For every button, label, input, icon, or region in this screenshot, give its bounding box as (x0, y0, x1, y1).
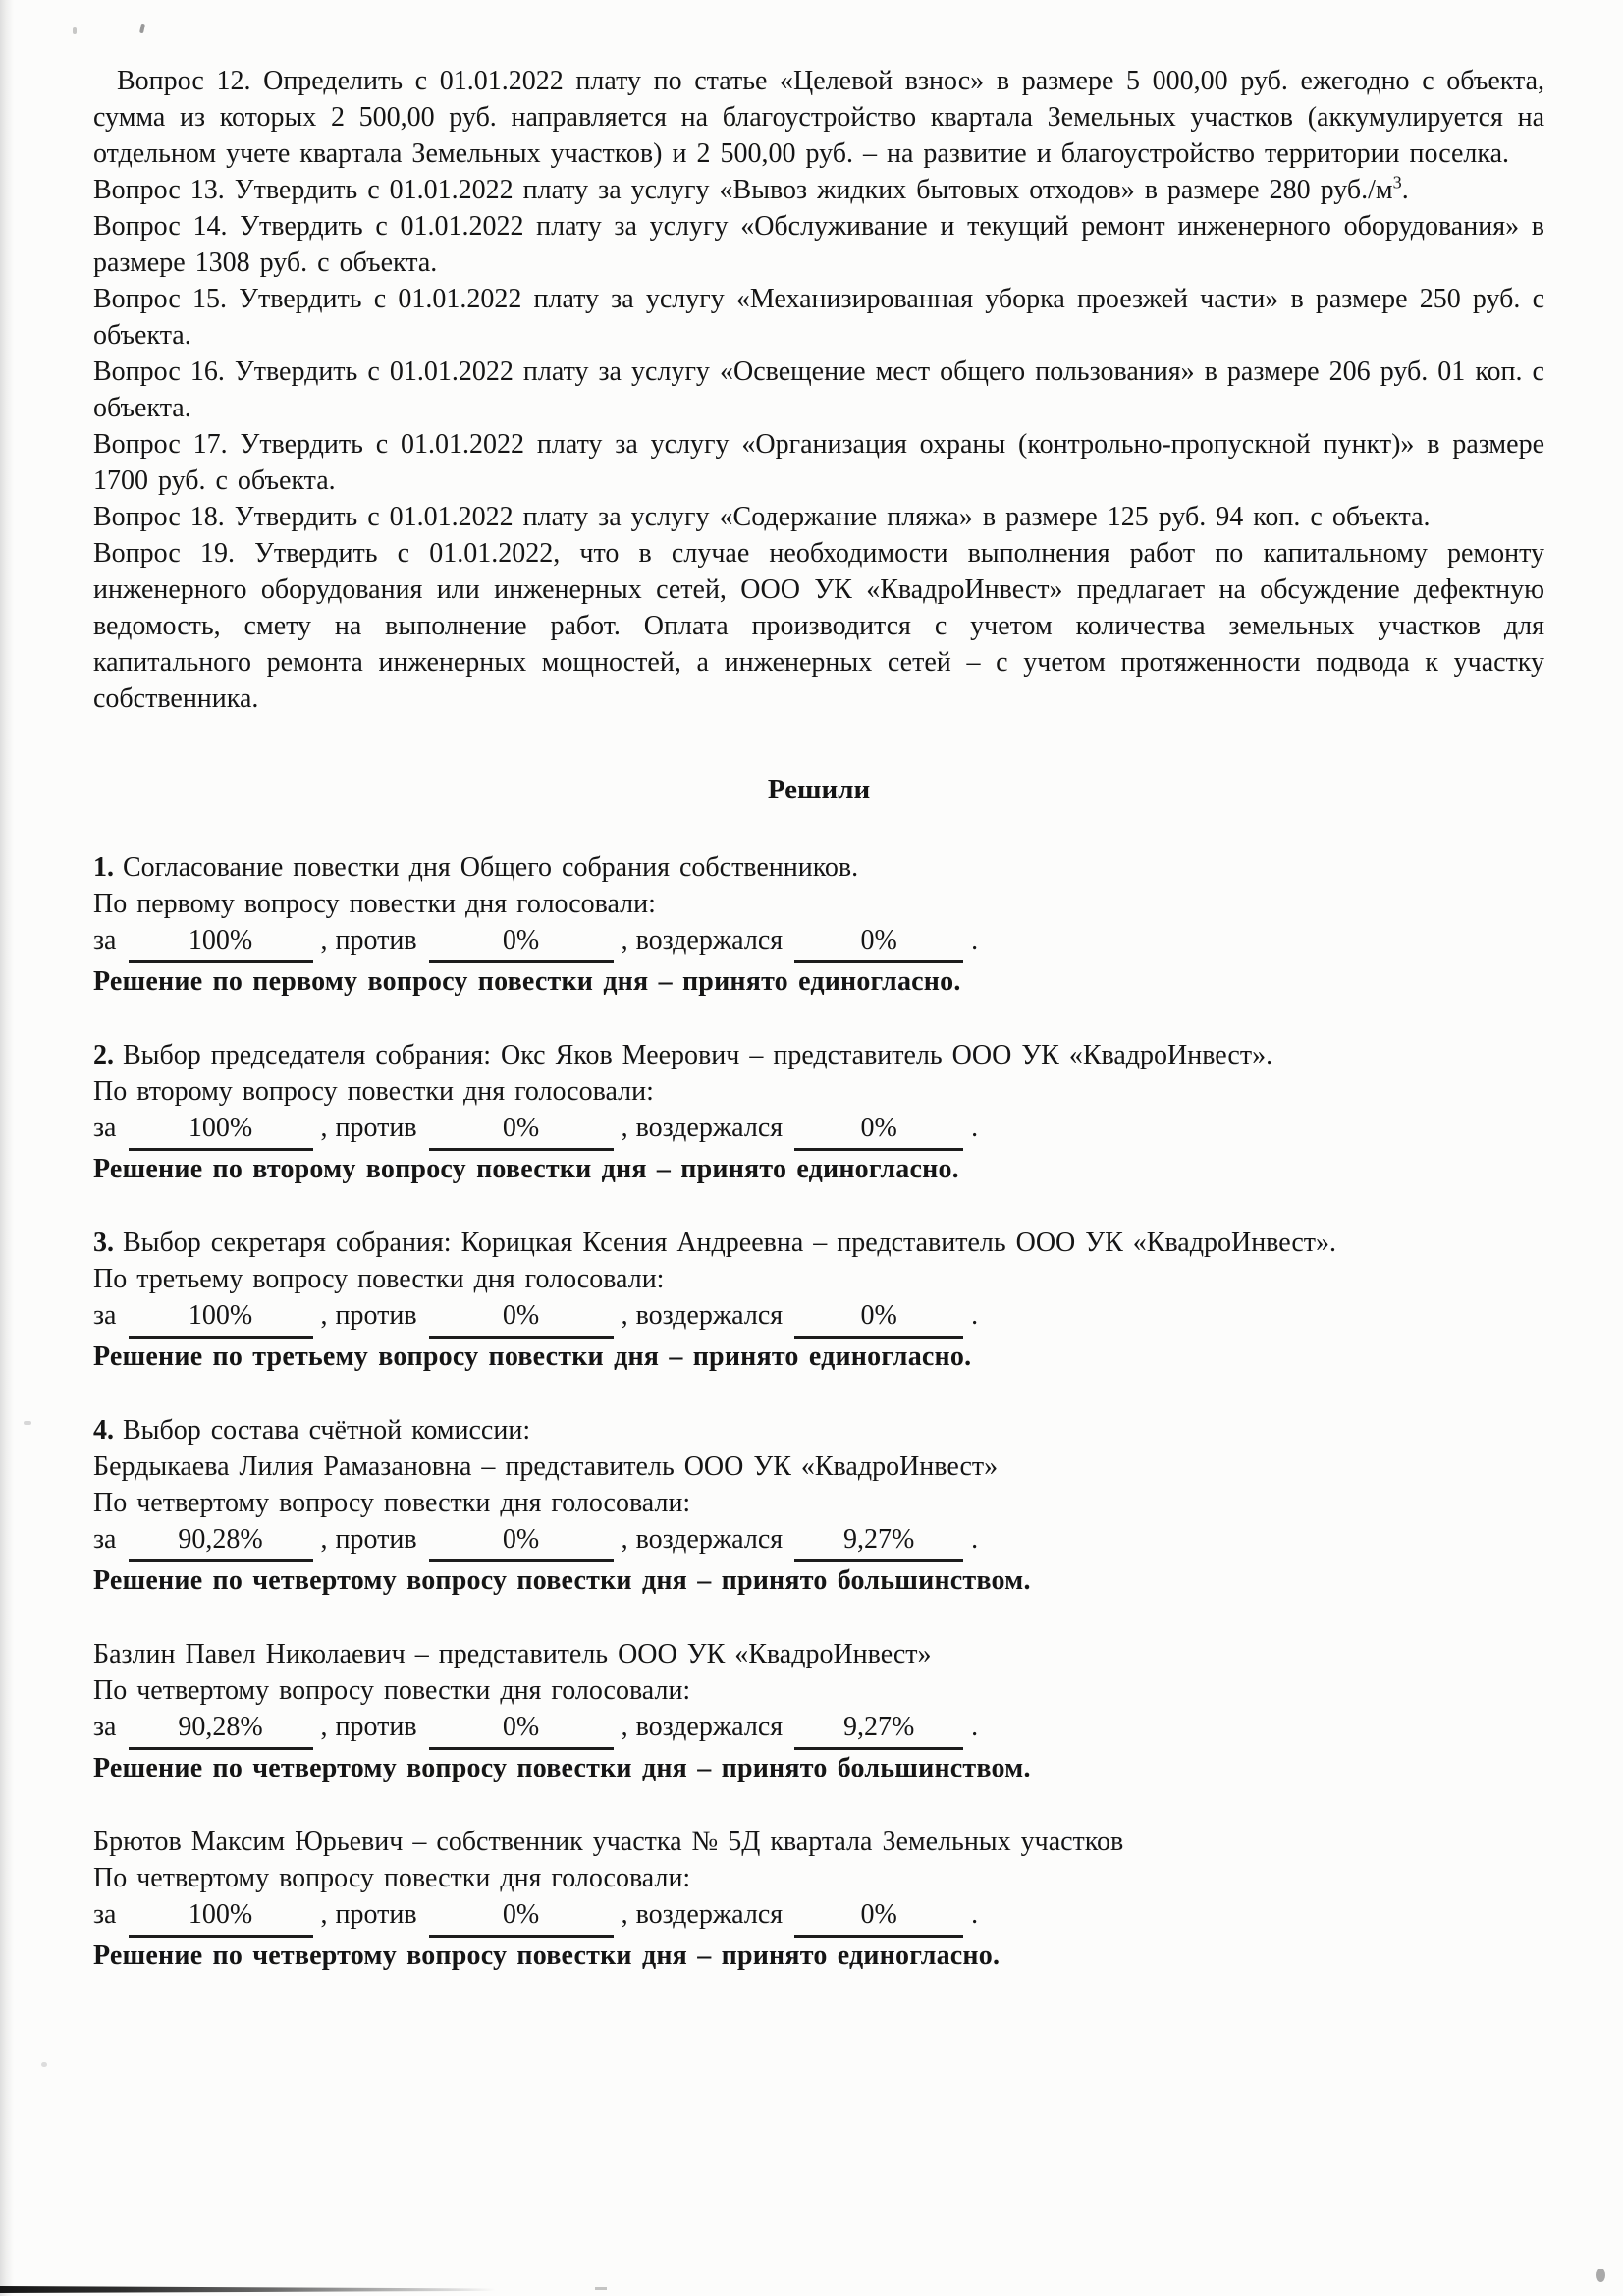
label-period: . (971, 1712, 979, 1742)
label-abstained: , воздержался (621, 1712, 784, 1742)
resolution-item-6 (93, 1824, 1544, 1974)
label-for: за (93, 1524, 117, 1555)
scan-artifact-speck (1596, 2269, 1605, 2282)
label-period: . (971, 1113, 979, 1143)
label-period: . (971, 1899, 979, 1930)
label-period: . (971, 1524, 979, 1555)
item-2-title: Выбор председателя собрания: Окс Яков Меерович – представитель ООО УК «КвадроИнвест». (123, 1040, 1273, 1070)
vote-against-blank (429, 1709, 614, 1750)
vote-for-blank (129, 1896, 313, 1938)
vote-abstained-blank (794, 1896, 963, 1938)
vote-abstained-value: 9,27% (842, 1524, 915, 1555)
vote-abstained-blank (794, 1297, 963, 1339)
item-3-vote-intro: По третьему вопросу повестки дня голосовали: (93, 1264, 665, 1294)
label-for: за (93, 1300, 117, 1331)
vote-abstained-blank (794, 1709, 963, 1750)
vote-for-value: 90,28% (178, 1712, 263, 1742)
item-4-vote-line (93, 1521, 1544, 1562)
item-6-person-line: Брютов Максим Юрьевич – собственник участка № 5Д квартала Земельных участков (93, 1827, 1124, 1857)
resolution-item-1 (93, 849, 1544, 1000)
vote-against-value: 0% (502, 1899, 540, 1930)
vote-for-value: 100% (188, 925, 253, 956)
item-4-number: 4. (93, 1415, 114, 1446)
label-for: за (93, 1899, 117, 1930)
vote-against-blank (429, 1521, 614, 1562)
item-1-title: Согласование повестки дня Общего собрания собственников. (123, 852, 859, 883)
vote-for-blank (129, 1297, 313, 1339)
resolution-item-4 (93, 1412, 1544, 1599)
cubic-meter-superscript: 3 (1392, 172, 1402, 192)
question-15-paragraph: Вопрос 15. Утвердить с 01.01.2022 плату за услугу «Механизированная уборка проезжей части» в размере 250 руб. с объекта. (93, 284, 1544, 351)
vote-against-blank (429, 1110, 614, 1151)
label-abstained: , воздержался (621, 925, 784, 956)
label-against: , против (320, 1300, 417, 1331)
label-against: , против (320, 925, 417, 956)
vote-abstained-value: 0% (860, 1899, 897, 1930)
label-for: за (93, 925, 117, 956)
scan-left-edge-shadow (0, 0, 14, 2296)
item-2-title-line (93, 1037, 1544, 1073)
question-13-tail: . (1401, 175, 1409, 205)
vote-for-blank (129, 922, 313, 963)
item-4-title: Выбор состава счётной комиссии: (123, 1415, 531, 1446)
resolved-heading: Решили (767, 774, 871, 805)
vote-against-value: 0% (502, 925, 540, 956)
label-against: , против (320, 1524, 417, 1555)
vote-against-value: 0% (502, 1524, 540, 1555)
item-6-vote-line (93, 1896, 1544, 1938)
item-3-title: Выбор секретаря собрания: Корицкая Ксения Андреевна – представитель ООО УК «КвадроИнвест». (123, 1228, 1337, 1258)
scan-artifact-speck (24, 1421, 31, 1425)
resolution-item-2 (93, 1037, 1544, 1187)
label-against: , против (320, 1113, 417, 1143)
scan-bottom-streak (0, 2286, 496, 2293)
scan-artifact-speck (139, 24, 145, 34)
item-1-vote-intro: По первому вопросу повестки дня голосовали: (93, 889, 656, 919)
item-1-title-line (93, 849, 1544, 886)
vote-for-blank (129, 1709, 313, 1750)
item-3-vote-line (93, 1297, 1544, 1339)
label-abstained: , воздержался (621, 1300, 784, 1331)
item-2-vote-intro: По второму вопросу повестки дня голосовали: (93, 1076, 654, 1107)
item-3-number: 3. (93, 1228, 114, 1258)
vote-abstained-blank (794, 1110, 963, 1151)
item-1-vote-line (93, 922, 1544, 963)
scan-artifact-speck (41, 2062, 47, 2067)
question-18-paragraph: Вопрос 18. Утвердить с 01.01.2022 плату за услугу «Содержание пляжа» в размере 125 руб. 94 коп. с объекта. (93, 502, 1431, 532)
item-5-vote-intro: По четвертому вопросу повестки дня голосовали: (93, 1675, 691, 1706)
vote-abstained-value: 9,27% (842, 1712, 915, 1742)
scan-artifact-speck (595, 2287, 607, 2290)
vote-abstained-value: 0% (860, 1113, 897, 1143)
resolution-item-5 (93, 1636, 1544, 1786)
vote-abstained-blank (794, 922, 963, 963)
question-13-text: Вопрос 13. Утвердить с 01.01.2022 плату за услугу «Вывоз жидких бытовых отходов» в размере 280 руб./м (93, 175, 1393, 205)
item-1-number: 1. (93, 852, 114, 883)
label-period: . (971, 1300, 979, 1331)
scan-artifact-speck (73, 27, 77, 34)
item-5-decision: Решение по четвертому вопросу повестки дня – принято большинством. (93, 1753, 1031, 1783)
vote-for-blank (129, 1110, 313, 1151)
vote-against-value: 0% (502, 1113, 540, 1143)
item-5-person-line: Базлин Павел Николаевич – представитель ООО УК «КвадроИнвест» (93, 1639, 932, 1669)
vote-against-blank (429, 1297, 614, 1339)
label-for: за (93, 1712, 117, 1742)
vote-against-value: 0% (502, 1300, 540, 1331)
item-4-title-line (93, 1412, 1544, 1449)
label-against: , против (320, 1712, 417, 1742)
item-6-vote-intro: По четвертому вопросу повестки дня голосовали: (93, 1863, 691, 1893)
item-1-decision: Решение по первому вопросу повестки дня – принято единогласно. (93, 966, 961, 997)
item-5-vote-line (93, 1709, 1544, 1750)
item-4-vote-intro: По четвертому вопросу повестки дня голосовали: (93, 1488, 691, 1518)
question-12-paragraph: Вопрос 12. Определить с 01.01.2022 плату по статье «Целевой взнос» в размере 5 000,00 руб. ежегодно с объекта, сумма из которых 2 500,00 руб. направляется на благоустройство квартала Земельных участков (аккумулируется на отдельном учете квартала Земельных участков) и 2 500,00 руб. – на развитие и благоустройство территории поселка. (93, 66, 1544, 169)
label-against: , против (320, 1899, 417, 1930)
question-16-paragraph: Вопрос 16. Утвердить с 01.01.2022 плату за услугу «Освещение мест общего пользования» в размере 206 руб. 01 коп. с объекта. (93, 356, 1544, 423)
vote-for-value: 100% (188, 1899, 253, 1930)
label-abstained: , воздержался (621, 1524, 784, 1555)
item-6-decision: Решение по четвертому вопросу повестки дня – принято единогласно. (93, 1941, 1001, 1971)
label-period: . (971, 925, 979, 956)
vote-abstained-value: 0% (860, 925, 897, 956)
item-2-decision: Решение по второму вопросу повестки дня – принято единогласно. (93, 1154, 959, 1184)
question-17-paragraph: Вопрос 17. Утвердить с 01.01.2022 плату за услугу «Организация охраны (контрольно-пропускной пункт)» в размере 1700 руб. с объекта. (93, 429, 1544, 496)
label-for: за (93, 1113, 117, 1143)
label-abstained: , воздержался (621, 1899, 784, 1930)
item-3-decision: Решение по третьему вопросу повестки дня – принято единогласно. (93, 1341, 972, 1372)
resolution-item-3 (93, 1225, 1544, 1375)
vote-abstained-blank (794, 1521, 963, 1562)
question-19-paragraph: Вопрос 19. Утвердить с 01.01.2022, что в случае необходимости выполнения работ по капитальному ремонту инженерного оборудования или инженерных сетей, ООО УК «КвадроИнвест» предлагает на обсуждение дефектную ведомость, смету на выполнение работ. Оплата производится с учетом количества земельных участков для капитального ремонта инженерных мощностей, а инженерных сетей – с учетом протяженности подвода к участку собственника. (93, 538, 1544, 714)
question-13-paragraph (93, 172, 1544, 208)
vote-for-value: 100% (188, 1300, 253, 1331)
item-4-person-line: Бердыкаева Лилия Рамазановна – представитель ООО УК «КвадроИнвест» (93, 1451, 999, 1482)
document-body (93, 63, 1544, 1974)
vote-against-value: 0% (502, 1712, 540, 1742)
vote-for-blank (129, 1521, 313, 1562)
vote-abstained-value: 0% (860, 1300, 897, 1331)
item-2-number: 2. (93, 1040, 114, 1070)
vote-for-value: 90,28% (178, 1524, 263, 1555)
vote-for-value: 100% (188, 1113, 253, 1143)
label-abstained: , воздержался (621, 1113, 784, 1143)
question-14-paragraph: Вопрос 14. Утвердить с 01.01.2022 плату за услугу «Обслуживание и текущий ремонт инженерного оборудования» в размере 1308 руб. с объекта. (93, 211, 1544, 278)
item-4-decision: Решение по четвертому вопросу повестки дня – принято большинством. (93, 1565, 1031, 1596)
vote-against-blank (429, 1896, 614, 1938)
item-3-title-line (93, 1225, 1544, 1261)
item-2-vote-line (93, 1110, 1544, 1151)
vote-against-blank (429, 922, 614, 963)
